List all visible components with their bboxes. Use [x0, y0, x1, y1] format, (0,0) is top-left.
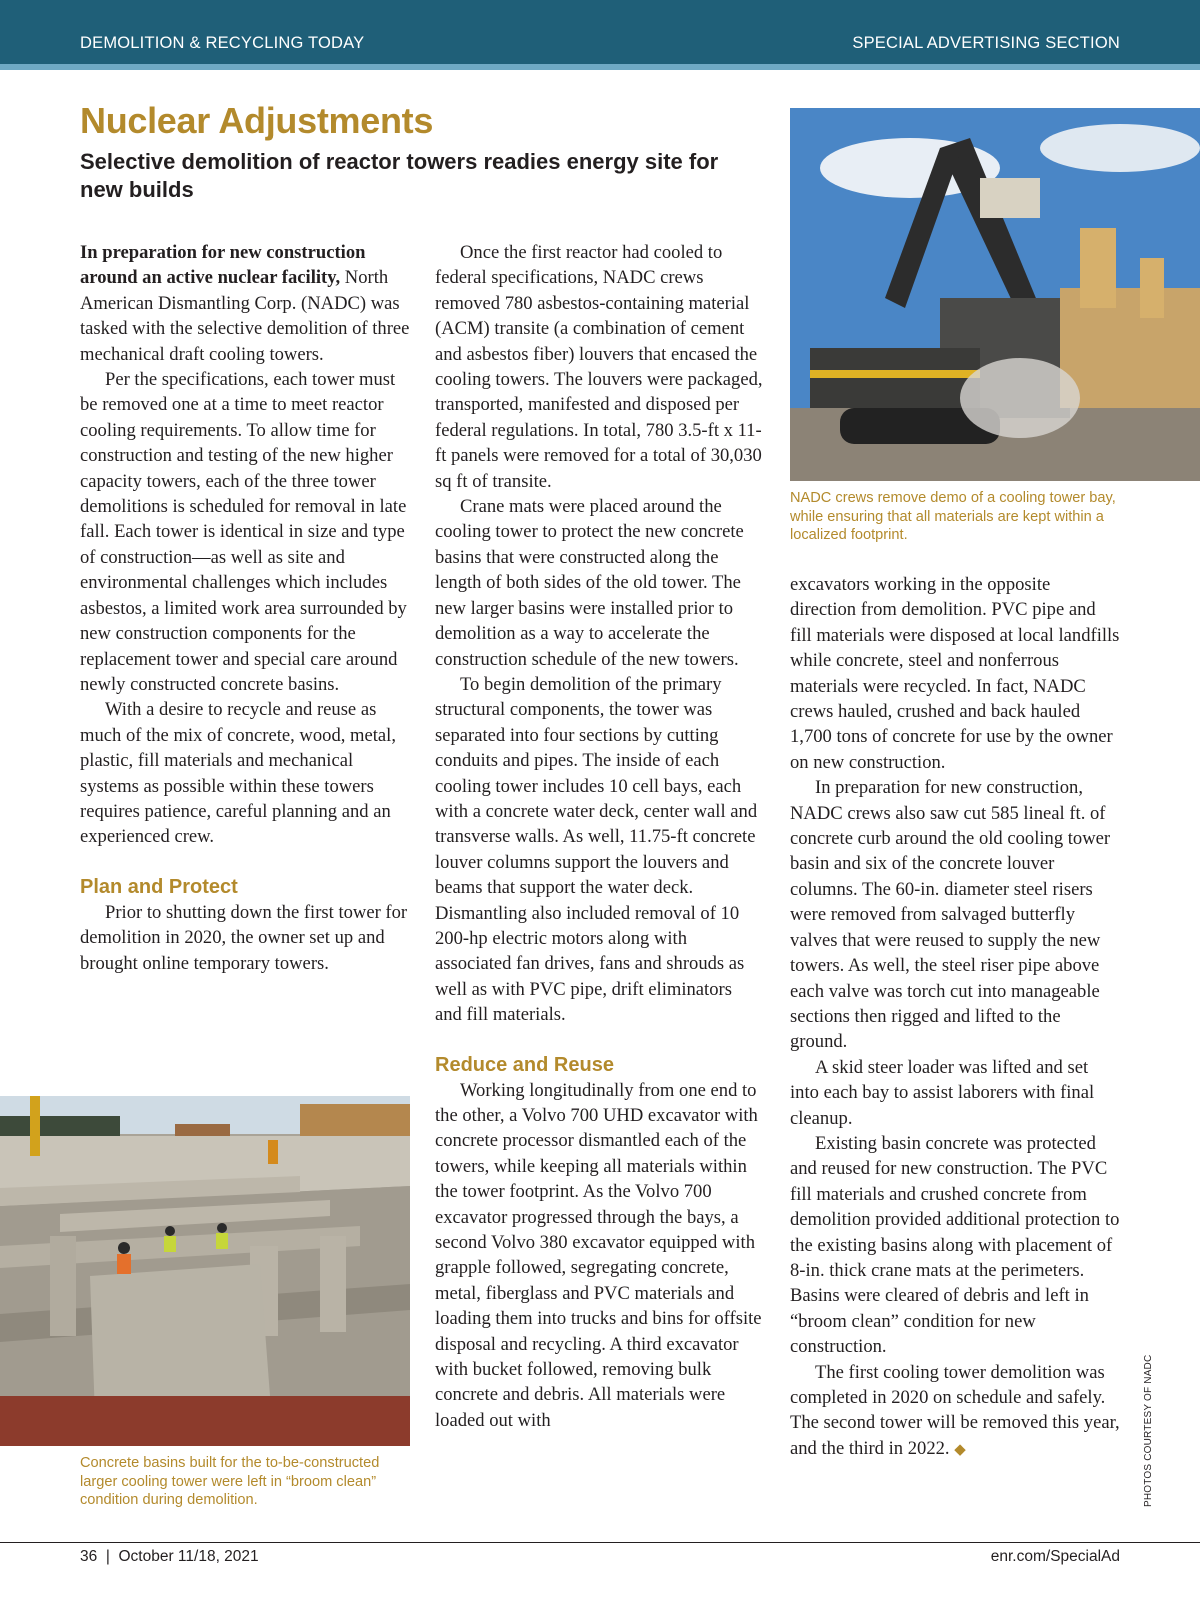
body-paragraph: Working longitudinally from one end to the other, a Volvo 700 UHD excavator with concrete processor dismantled each of the towers, while keeping all materials within the tower footprint. As the Volvo 700 excavator progressed through the bays, a second Volvo 380 excavator equipped with grapple followed, segregating concrete, metal, fiberglass and PVC materials and loading them into trucks and bins for offsite disposal and recycling. A third excavator with bucket followed, removing bulk concrete and debris. All materials were loaded out with: [435, 1079, 762, 1431]
column-3: [790, 572, 1120, 1463]
caption-concrete-basins: Concrete basins built for the to-be-constructed larger cooling tower were left in “broom clean” condition during demolition.: [80, 1455, 380, 1509]
caption-excavator-demolition: NADC crews remove demo of a cooling tower bay, while ensuring that all materials are kept within a localized footprint.: [790, 490, 1116, 544]
lead-paragraph: [80, 240, 414, 367]
lead-bold-text: In preparation for new construction around an active nuclear facility,: [80, 242, 366, 289]
section-label: SPECIAL ADVERTISING SECTION: [852, 34, 1120, 52]
body-paragraph: Existing basin concrete was protected and reused for new construction. The PVC fill materials and crushed concrete from demolition provided additional protection to the existing basins along with placement of 8-in. thick crane mats at the perimeters. Basins were cleared of debris and left in “broom clean” condition for new construction.: [790, 1132, 1120, 1358]
article-subtitle: Selective demolition of reactor towers readies energy site for new builds: [80, 149, 719, 202]
excavator-demolition-illustration: [790, 108, 1200, 481]
photo-credit: PHOTOS COURTESY OF NADC: [1143, 1354, 1154, 1507]
body-paragraph: In preparation for new construction, NADC crews also saw cut 585 lineal ft. of concrete curb around the old cooling tower basin and six of the concrete louver columns. The 60-in. diameter steel risers were removed from salvaged butterfly valves that were reused to supply the new towers. As well, the steel riser pipe above each valve was torch cut into manageable sections then rigged and lifted to the ground.: [790, 777, 1111, 1053]
body-paragraph: excavators working in the opposite direction from demolition. PVC pipe and fill materials were disposed at local landfills while concrete, steel and nonferrous materials were recycled. In fact, NADC crews hauled, crushed and back hauled 1,700 tons of concrete for use by the owner on new construction.: [790, 574, 1120, 773]
closing-text: The first cooling tower demolition was completed in 2020 on schedule and safely. The second tower will be removed this year, and the third in 2022.: [790, 1361, 1120, 1459]
publication-name: DEMOLITION & RECYCLING TODAY: [80, 34, 365, 52]
body-paragraph: Crane mats were placed around the cooling tower to protect the new concrete basins that were constructed along the length of both sides of the old tower. The new larger basins were installed prior to demolition as a way to accelerate the construction schedule of the new towers.: [435, 496, 744, 670]
body-paragraph: Per the specifications, each tower must be removed one at a time to meet reactor cooling requirements. To allow time for construction and testing of the new higher capacity towers, each of the three tower demolitions is scheduled for removal in late fall. Each tower is identical in size and type of construction—as well as site and environmental challenges which includes asbestos, a limited work area surrounded by new construction components for the replacement tower and special care around newly constructed concrete basins.: [80, 369, 407, 695]
article-title: Nuclear Adjustments: [80, 100, 434, 141]
photo-excavator-demolition: [790, 108, 1200, 481]
closing-paragraph: [790, 1360, 1120, 1464]
body-paragraph: To begin demolition of the primary structural components, the tower was separated into four sections by cutting conduits and pipes. The inside of each cooling tower includes 10 cell bays, each with a concrete water deck, center wall and transverse walls. As well, 11.75-ft concrete louver columns support the louvers and beams that support the water deck. Dismantling also included removal of 10 200-hp electric motors along with associated fan drives, fans and shrouds as well as with PVC pipe, drift eliminators and fill materials.: [435, 673, 758, 1026]
photo-concrete-basins: [0, 1096, 410, 1446]
lead-text: North American Dismantling Corp. (NADC) was tasked with the selective demolition of three mechanical draft cooling towers.: [80, 267, 410, 365]
header-accent-line: [0, 64, 1200, 70]
body-paragraph: Prior to shutting down the first tower for demolition in 2020, the owner set up and brought online temporary towers.: [80, 901, 408, 974]
end-mark-icon: ◆: [954, 1441, 966, 1458]
footer-rule: [0, 1542, 1200, 1543]
footer-url: enr.com/SpecialAd: [990, 1548, 1120, 1565]
body-paragraph: A skid steer loader was lifted and set into each bay to assist laborers with final cleanup.: [790, 1056, 1095, 1129]
header-band: [0, 0, 1200, 64]
column-1: [80, 240, 414, 976]
page-number-date: 36 | October 11/18, 2021: [80, 1548, 259, 1565]
body-paragraph: Once the first reactor had cooled to federal specifications, NADC crews removed 780 asbestos-containing material (ACM) transite (a combination of cement and asbestos fiber) louvers that encased the cooling towers. The louvers were packaged, transported, manifested and disposed per federal regulations. In total, 780 3.5-ft x 11-ft panels were removed for a total of 30,030 sq ft of transite.: [435, 242, 763, 492]
subhead-plan-and-protect: Plan and Protect: [80, 875, 238, 898]
column-2: [435, 240, 763, 1433]
subhead-reduce-and-reuse: Reduce and Reuse: [435, 1053, 614, 1076]
body-paragraph: With a desire to recycle and reuse as much of the mix of concrete, wood, metal, plastic, fill materials and mechanical systems as possible within these towers requires patience, careful planning and an experienced crew.: [80, 699, 396, 848]
concrete-basins-illustration: [0, 1096, 410, 1446]
